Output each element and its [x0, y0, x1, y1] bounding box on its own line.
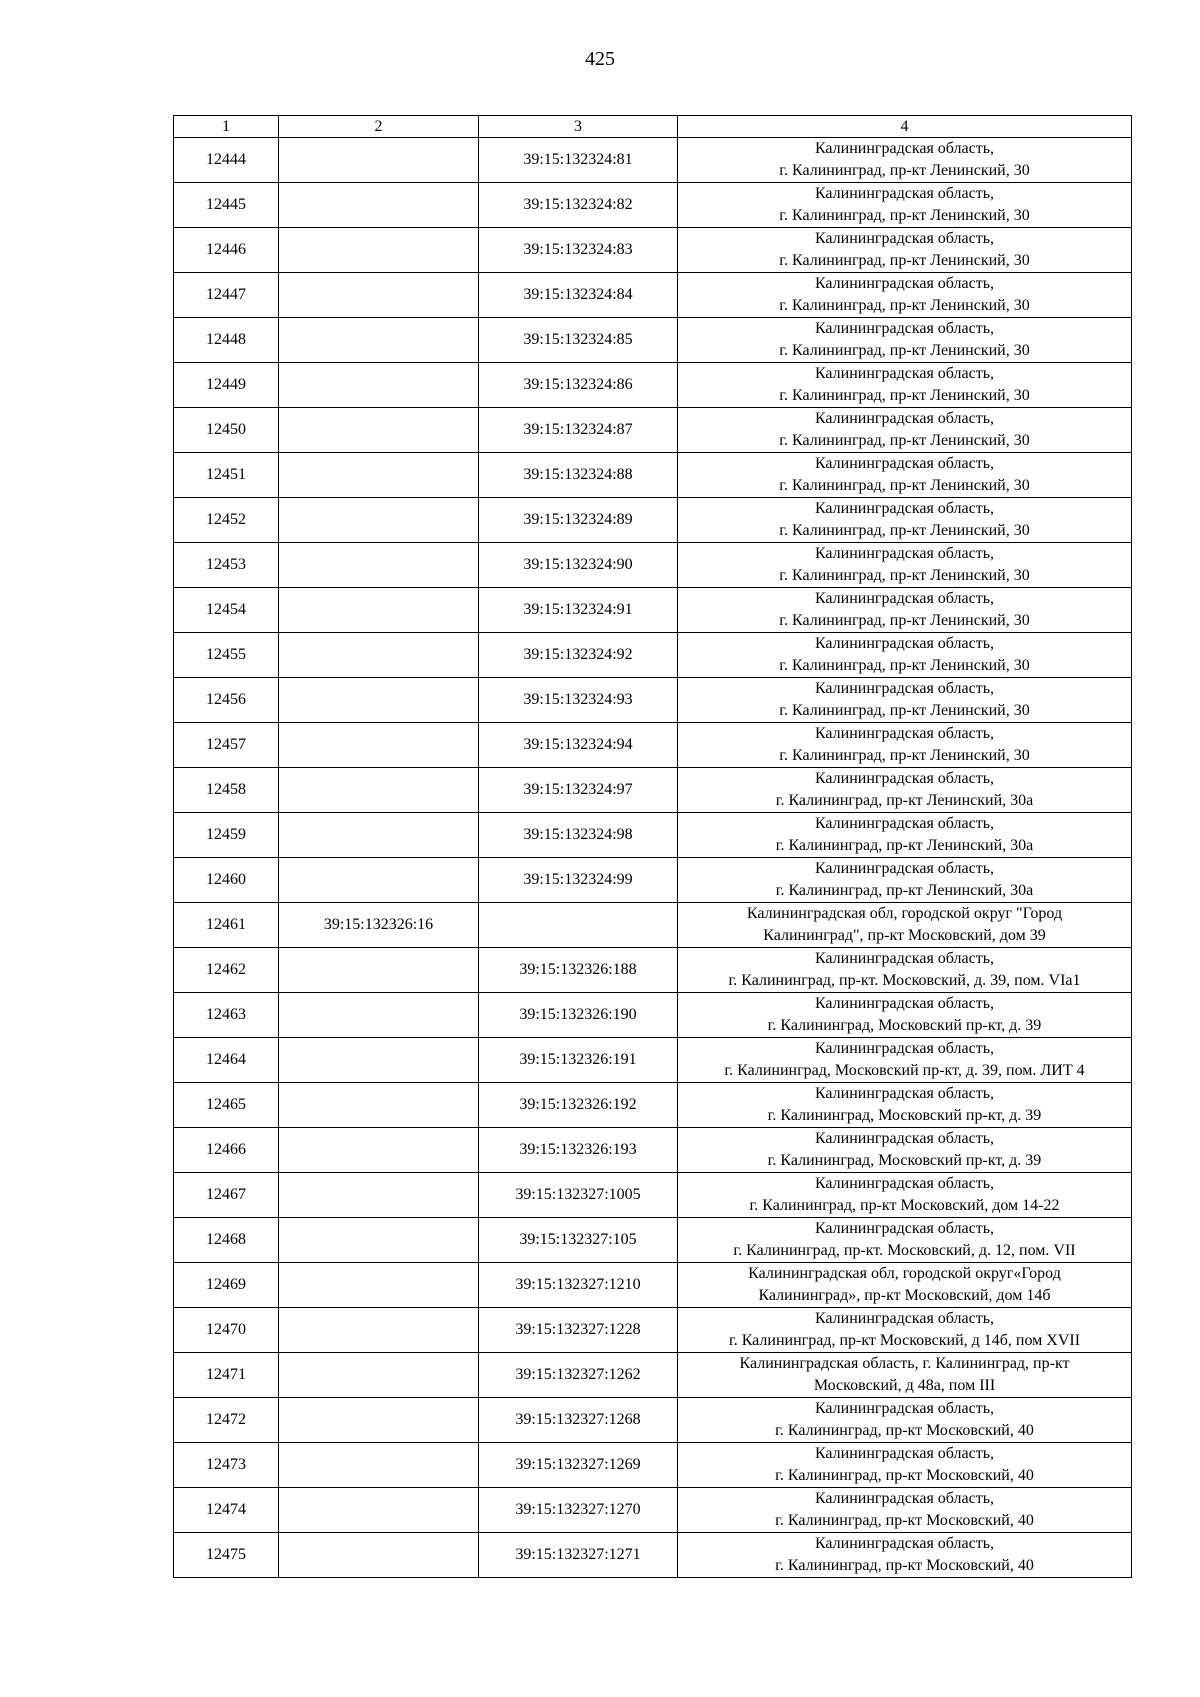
table-row [174, 183, 1132, 228]
cadastral-number-col2 [279, 768, 479, 813]
cadastral-number-col3: 39:15:132327:105 [479, 1218, 678, 1263]
cadastral-number-col2 [279, 813, 479, 858]
cadastral-number-col3: 39:15:132326:191 [479, 1038, 678, 1083]
address-cell [678, 1308, 1132, 1353]
address-line-1: Калининградская область, [814, 455, 995, 472]
table-row [174, 1308, 1132, 1353]
table-row [174, 633, 1132, 678]
row-number: 12449 [174, 363, 279, 408]
address-line-2: г. Калининград, пр-кт Ленинский, 30 [779, 567, 1030, 584]
cadastral-number-col2 [279, 408, 479, 453]
address-line-2: г. Калининград, пр-кт Ленинский, 30 [779, 702, 1030, 719]
cadastral-number-col3: 39:15:132324:85 [479, 318, 678, 363]
address-cell [678, 678, 1132, 723]
address-cell [678, 588, 1132, 633]
address-cell [678, 1443, 1132, 1488]
cadastral-number-col2 [279, 993, 479, 1038]
table-row [174, 858, 1132, 903]
row-number: 12446 [174, 228, 279, 273]
address-cell [678, 768, 1132, 813]
row-number: 12444 [174, 138, 279, 183]
cadastral-number-col2 [279, 318, 479, 363]
row-number: 12468 [174, 1218, 279, 1263]
table-row [174, 948, 1132, 993]
address-line-2: г. Калининград, пр-кт Ленинский, 30а [775, 837, 1034, 854]
table-row [174, 1443, 1132, 1488]
address-line-1: Калининградская область, г. Калининград, пр-кт [739, 1355, 1070, 1372]
address-line-1: Калининградская область, [814, 1445, 995, 1462]
cadastral-number-col2 [279, 1038, 479, 1083]
address-line-2: г. Калининград, пр-кт Ленинский, 30 [779, 612, 1030, 629]
row-number: 12469 [174, 1263, 279, 1308]
cadastral-number-col3: 39:15:132326:192 [479, 1083, 678, 1128]
address-line-2: Калининград", пр-кт Московский, дом 39 [763, 927, 1046, 944]
cadastral-number-col2 [279, 1173, 479, 1218]
table-row [174, 138, 1132, 183]
table-row [174, 1488, 1132, 1533]
cadastral-number-col2 [279, 273, 479, 318]
address-line-2: г. Калининград, пр-кт Московский, д 14б, пом XVII [728, 1332, 1081, 1349]
cadastral-number-col3: 39:15:132326:188 [479, 948, 678, 993]
table-row [174, 1533, 1132, 1578]
address-cell [678, 363, 1132, 408]
cadastral-number-col2 [279, 633, 479, 678]
table-row [174, 363, 1132, 408]
cadastral-number-col3: 39:15:132327:1005 [479, 1173, 678, 1218]
address-line-2: г. Калининград, пр-кт Московский, дом 14-22 [749, 1197, 1060, 1214]
row-number: 12470 [174, 1308, 279, 1353]
cadastral-number-col3: 39:15:132327:1268 [479, 1398, 678, 1443]
address-line-2: г. Калининград, пр-кт Ленинский, 30 [779, 162, 1030, 179]
cadastral-number-col3: 39:15:132324:90 [479, 543, 678, 588]
address-cell [678, 1038, 1132, 1083]
table-row [174, 588, 1132, 633]
row-number: 12467 [174, 1173, 279, 1218]
cadastral-number-col2 [279, 1353, 479, 1398]
table-row [174, 453, 1132, 498]
address-line-1: Калининградская область, [814, 1490, 995, 1507]
cadastral-number-col2 [279, 1263, 479, 1308]
address-line-2: г. Калининград, пр-кт Московский, 40 [775, 1467, 1034, 1484]
table-row [174, 1128, 1132, 1173]
address-cell [678, 1533, 1132, 1578]
address-cell [678, 1218, 1132, 1263]
cadastral-number-col2 [279, 363, 479, 408]
table-row [174, 1353, 1132, 1398]
address-cell [678, 633, 1132, 678]
table-header-row [174, 116, 1132, 138]
address-line-2: Московский, д 48а, пом III [813, 1377, 996, 1394]
registry-table [173, 115, 1132, 1578]
address-cell [678, 273, 1132, 318]
address-line-2: г. Калининград, Московский пр-кт, д. 39 [767, 1107, 1042, 1124]
address-line-1: Калининградская область, [814, 320, 995, 337]
row-number: 12450 [174, 408, 279, 453]
column-header-4: 4 [678, 116, 1132, 138]
cadastral-number-col2 [279, 543, 479, 588]
table-row [174, 408, 1132, 453]
row-number: 12460 [174, 858, 279, 903]
cadastral-number-col2 [279, 1443, 479, 1488]
row-number: 12451 [174, 453, 279, 498]
cadastral-number-col2 [279, 678, 479, 723]
address-cell [678, 318, 1132, 363]
address-cell [678, 1398, 1132, 1443]
cadastral-number-col2 [279, 723, 479, 768]
cadastral-number-col3 [479, 903, 678, 948]
cadastral-number-col3: 39:15:132324:86 [479, 363, 678, 408]
address-cell [678, 543, 1132, 588]
table-row [174, 678, 1132, 723]
cadastral-number-col3: 39:15:132324:88 [479, 453, 678, 498]
cadastral-number-col2 [279, 228, 479, 273]
table-row [174, 1083, 1132, 1128]
cadastral-number-col2 [279, 1308, 479, 1353]
address-line-2: г. Калининград, пр-кт Ленинский, 30а [775, 792, 1034, 809]
address-cell [678, 1083, 1132, 1128]
cadastral-number-col2 [279, 453, 479, 498]
table-row [174, 228, 1132, 273]
row-number: 12457 [174, 723, 279, 768]
cadastral-number-col2: 39:15:132326:16 [279, 903, 479, 948]
cadastral-number-col3: 39:15:132324:87 [479, 408, 678, 453]
cadastral-number-col2 [279, 948, 479, 993]
row-number: 12448 [174, 318, 279, 363]
address-line-2: г. Калининград, пр-кт Ленинский, 30 [779, 342, 1030, 359]
cadastral-number-col3: 39:15:132324:83 [479, 228, 678, 273]
cadastral-number-col3: 39:15:132324:97 [479, 768, 678, 813]
address-cell [678, 1488, 1132, 1533]
address-line-1: Калининградская область, [814, 815, 995, 832]
address-cell [678, 948, 1132, 993]
address-cell [678, 993, 1132, 1038]
cadastral-number-col3: 39:15:132324:94 [479, 723, 678, 768]
address-cell [678, 903, 1132, 948]
table-row [174, 318, 1132, 363]
address-line-1: Калининградская область, [814, 410, 995, 427]
address-line-2: г. Калининград, пр-кт Московский, 40 [775, 1512, 1034, 1529]
row-number: 12462 [174, 948, 279, 993]
address-line-1: Калининградская область, [814, 635, 995, 652]
row-number: 12466 [174, 1128, 279, 1173]
address-line-2: г. Калининград, пр-кт Ленинский, 30 [779, 477, 1030, 494]
address-line-1: Калининградская область, [814, 1535, 995, 1552]
address-line-1: Калининградская область, [814, 1040, 995, 1057]
row-number: 12473 [174, 1443, 279, 1488]
address-line-2: г. Калининград, Московский пр-кт, д. 39 [767, 1152, 1042, 1169]
cadastral-number-col3: 39:15:132327:1269 [479, 1443, 678, 1488]
address-line-2: г. Калининград, Московский пр-кт, д. 39, пом. ЛИТ 4 [724, 1062, 1085, 1079]
cadastral-number-col3: 39:15:132324:84 [479, 273, 678, 318]
table-row [174, 768, 1132, 813]
address-line-1: Калининградская область, [814, 1085, 995, 1102]
cadastral-number-col2 [279, 1218, 479, 1263]
address-line-1: Калининградская обл, городской округ«Город [748, 1265, 1061, 1282]
table-row [174, 1218, 1132, 1263]
address-line-1: Калининградская область, [814, 185, 995, 202]
cadastral-number-col3: 39:15:132324:89 [479, 498, 678, 543]
address-cell [678, 498, 1132, 543]
address-line-2: Калининград», пр-кт Московский, дом 14б [758, 1287, 1051, 1304]
column-header-1: 1 [174, 116, 279, 138]
address-line-2: г. Калининград, пр-кт Ленинский, 30 [779, 432, 1030, 449]
cadastral-number-col3: 39:15:132327:1262 [479, 1353, 678, 1398]
table-row [174, 1263, 1132, 1308]
cadastral-number-col2 [279, 138, 479, 183]
row-number: 12461 [174, 903, 279, 948]
address-line-1: Калининградская область, [814, 365, 995, 382]
address-line-1: Калининградская обл, городской округ "Город [746, 905, 1063, 922]
address-line-1: Калининградская область, [814, 1400, 995, 1417]
row-number: 12464 [174, 1038, 279, 1083]
table-row [174, 273, 1132, 318]
table-row [174, 813, 1132, 858]
row-number: 12447 [174, 273, 279, 318]
address-line-2: г. Калининград, пр-кт Ленинский, 30 [779, 387, 1030, 404]
cadastral-number-col3: 39:15:132324:82 [479, 183, 678, 228]
address-line-2: г. Калининград, пр-кт Ленинский, 30 [779, 747, 1030, 764]
address-cell [678, 183, 1132, 228]
address-line-1: Калининградская область, [814, 500, 995, 517]
table-row [174, 1038, 1132, 1083]
cadastral-number-col2 [279, 588, 479, 633]
table-row [174, 498, 1132, 543]
address-line-1: Калининградская область, [814, 950, 995, 967]
row-number: 12453 [174, 543, 279, 588]
cadastral-number-col2 [279, 183, 479, 228]
address-line-2: г. Калининград, пр-кт Московский, 40 [775, 1422, 1034, 1439]
cadastral-number-col2 [279, 1128, 479, 1173]
cadastral-number-col3: 39:15:132324:91 [479, 588, 678, 633]
address-line-2: г. Калининград, пр-кт. Московский, д. 12, пом. VII [733, 1242, 1076, 1259]
cadastral-number-col3: 39:15:132324:92 [479, 633, 678, 678]
table-body [174, 138, 1132, 1578]
cadastral-number-col3: 39:15:132327:1271 [479, 1533, 678, 1578]
cadastral-number-col2 [279, 1398, 479, 1443]
cadastral-number-col3: 39:15:132324:81 [479, 138, 678, 183]
table-row [174, 723, 1132, 768]
address-line-2: г. Калининград, пр-кт Московский, 40 [775, 1557, 1034, 1574]
cadastral-number-col3: 39:15:132326:193 [479, 1128, 678, 1173]
row-number: 12465 [174, 1083, 279, 1128]
address-line-1: Калининградская область, [814, 590, 995, 607]
address-line-1: Калининградская область, [814, 680, 995, 697]
row-number: 12471 [174, 1353, 279, 1398]
row-number: 12445 [174, 183, 279, 228]
address-line-1: Калининградская область, [814, 140, 995, 157]
row-number: 12456 [174, 678, 279, 723]
column-header-2: 2 [279, 116, 479, 138]
address-cell [678, 723, 1132, 768]
cadastral-number-col2 [279, 1533, 479, 1578]
address-line-2: г. Калининград, пр-кт Ленинский, 30 [779, 297, 1030, 314]
address-line-1: Калининградская область, [814, 1220, 995, 1237]
address-cell [678, 228, 1132, 273]
cadastral-number-col3: 39:15:132327:1228 [479, 1308, 678, 1353]
address-line-2: г. Калининград, пр-кт. Московский, д. 39, пом. VIа1 [728, 972, 1081, 989]
address-line-1: Калининградская область, [814, 275, 995, 292]
cadastral-number-col2 [279, 1083, 479, 1128]
address-line-2: г. Калининград, пр-кт Ленинский, 30а [775, 882, 1034, 899]
address-line-1: Калининградская область, [814, 770, 995, 787]
address-cell [678, 408, 1132, 453]
address-cell [678, 1128, 1132, 1173]
table-row [174, 993, 1132, 1038]
cadastral-number-col2 [279, 1488, 479, 1533]
address-line-1: Калининградская область, [814, 1175, 995, 1192]
address-cell [678, 1353, 1132, 1398]
row-number: 12459 [174, 813, 279, 858]
address-cell [678, 453, 1132, 498]
address-line-2: г. Калининград, пр-кт Ленинский, 30 [779, 252, 1030, 269]
address-cell [678, 813, 1132, 858]
address-line-1: Калининградская область, [814, 995, 995, 1012]
page-number: 425 [585, 48, 615, 70]
column-header-3: 3 [479, 116, 678, 138]
row-number: 12474 [174, 1488, 279, 1533]
row-number: 12452 [174, 498, 279, 543]
address-line-2: г. Калининград, пр-кт Ленинский, 30 [779, 522, 1030, 539]
address-line-1: Калининградская область, [814, 725, 995, 742]
cadastral-number-col3: 39:15:132324:93 [479, 678, 678, 723]
cadastral-number-col2 [279, 498, 479, 543]
cadastral-number-col3: 39:15:132327:1210 [479, 1263, 678, 1308]
address-line-1: Калининградская область, [814, 230, 995, 247]
cadastral-number-col3: 39:15:132324:98 [479, 813, 678, 858]
address-line-1: Калининградская область, [814, 1310, 995, 1327]
row-number: 12455 [174, 633, 279, 678]
address-line-2: г. Калининград, пр-кт Ленинский, 30 [779, 207, 1030, 224]
cadastral-number-col3: 39:15:132324:99 [479, 858, 678, 903]
row-number: 12463 [174, 993, 279, 1038]
row-number: 12475 [174, 1533, 279, 1578]
row-number: 12472 [174, 1398, 279, 1443]
address-line-1: Калининградская область, [814, 1130, 995, 1147]
cadastral-number-col2 [279, 858, 479, 903]
address-cell [678, 138, 1132, 183]
address-cell [678, 1173, 1132, 1218]
row-number: 12458 [174, 768, 279, 813]
table-row [174, 1398, 1132, 1443]
address-line-2: г. Калининград, Московский пр-кт, д. 39 [767, 1017, 1042, 1034]
cadastral-number-col3: 39:15:132326:190 [479, 993, 678, 1038]
table-row [174, 903, 1132, 948]
address-cell [678, 1263, 1132, 1308]
address-line-1: Калининградская область, [814, 860, 995, 877]
address-line-2: г. Калининград, пр-кт Ленинский, 30 [779, 657, 1030, 674]
cadastral-number-col3: 39:15:132327:1270 [479, 1488, 678, 1533]
address-line-1: Калининградская область, [814, 545, 995, 562]
table-row [174, 543, 1132, 588]
row-number: 12454 [174, 588, 279, 633]
table-row [174, 1173, 1132, 1218]
address-cell [678, 858, 1132, 903]
